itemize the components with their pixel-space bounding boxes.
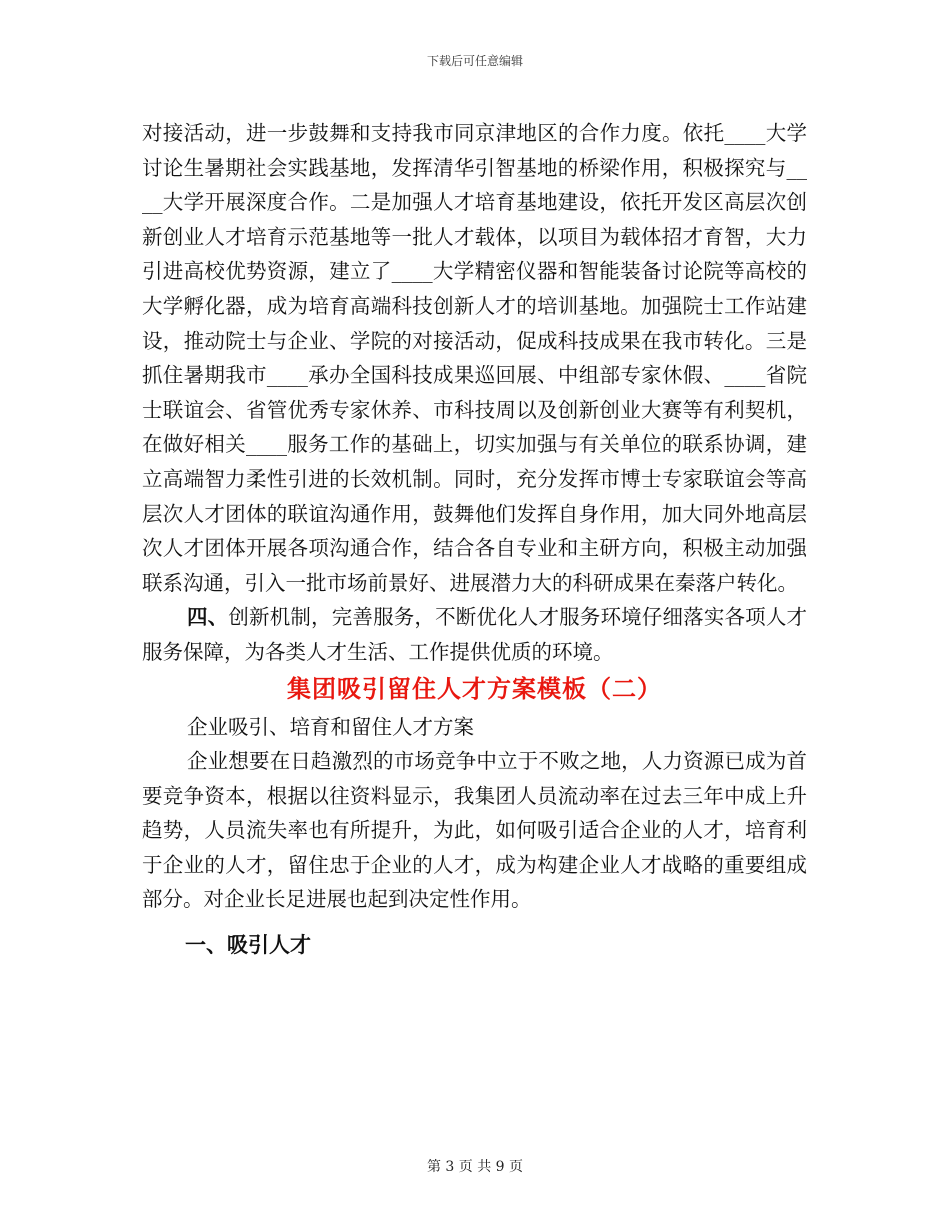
heading-attract-talent: 一、吸引人才 [185,932,311,958]
paragraph-text: 创新机制，完善服务，不断优化人才服务环境仔细落实各项人才服务保障，为各类人才生活、工作提供优质的环境。 [142,605,808,664]
section-title: 集团吸引留住人才方案模板（二） [287,673,662,703]
paragraph-subtitle: 企业吸引、培育和留住人才方案 [187,714,474,739]
paragraph-cooperation: 对接活动，进一步鼓舞和支持我市同京津地区的合作力度。依托____大学讨论生暑期社会实践基地，发挥清华引智基地的桥梁作用，积极探究与____大学开展深度合作。二是加强人才培育基地建设，依托开发区高层次创新创业人才培育示范基地等一批人才载体，以项目为载体招才育智，大力引进高校优势资源，建立了____大学精密仪器和智能装备讨论院等高校的大学孵化器，成为培育高端科技创新人才的培训基地。加强院士工作站建设，推动院士与企业、学院的对接活动，促成科技成果在我市转化。三是抓住暑期我市____承办全国科技成果巡回展、中组部专家休假、____省院士联谊会、省管优秀专家休养、市科技周以及创新创业大赛等有利契机，在做好相关____服务工作的基础上，切实加强与有关单位的联系协调，建立高端智力柔性引进的长效机制。同时，充分发挥市博士专家联谊会等高层次人才团体的联谊沟通作用，鼓舞他们发挥自身作用，加大同外地高层次人才团体开展各项沟通合作，结合各自专业和主研方向，积极主动加强联系沟通，引入一批市场前景好、进展潜力大的科研成果在秦落户转化。 [142,121,807,595]
paragraph-intro: 企业想要在日趋激烈的市场竞争中立于不败之地，人力资源已成为首要竞争资本，根据以往资料显示，我集团人员流动率在过去三年中成上升趋势，人员流失率也有所提升，为此，如何吸引适合企业的人才，培育利于企业的人才，留住忠于企业的人才，成为构建企业人才战略的重要组成部分。对企业长足进展也起到决定性作用。 [142,749,807,912]
paragraph-innovation-mechanism [142,600,807,669]
page-header: 下载后可任意编辑 [426,54,523,68]
page-footer: 第 3 页 共 9 页 [426,1159,524,1175]
document-body [142,116,807,963]
paragraph-lead-number: 四、 [187,605,229,630]
